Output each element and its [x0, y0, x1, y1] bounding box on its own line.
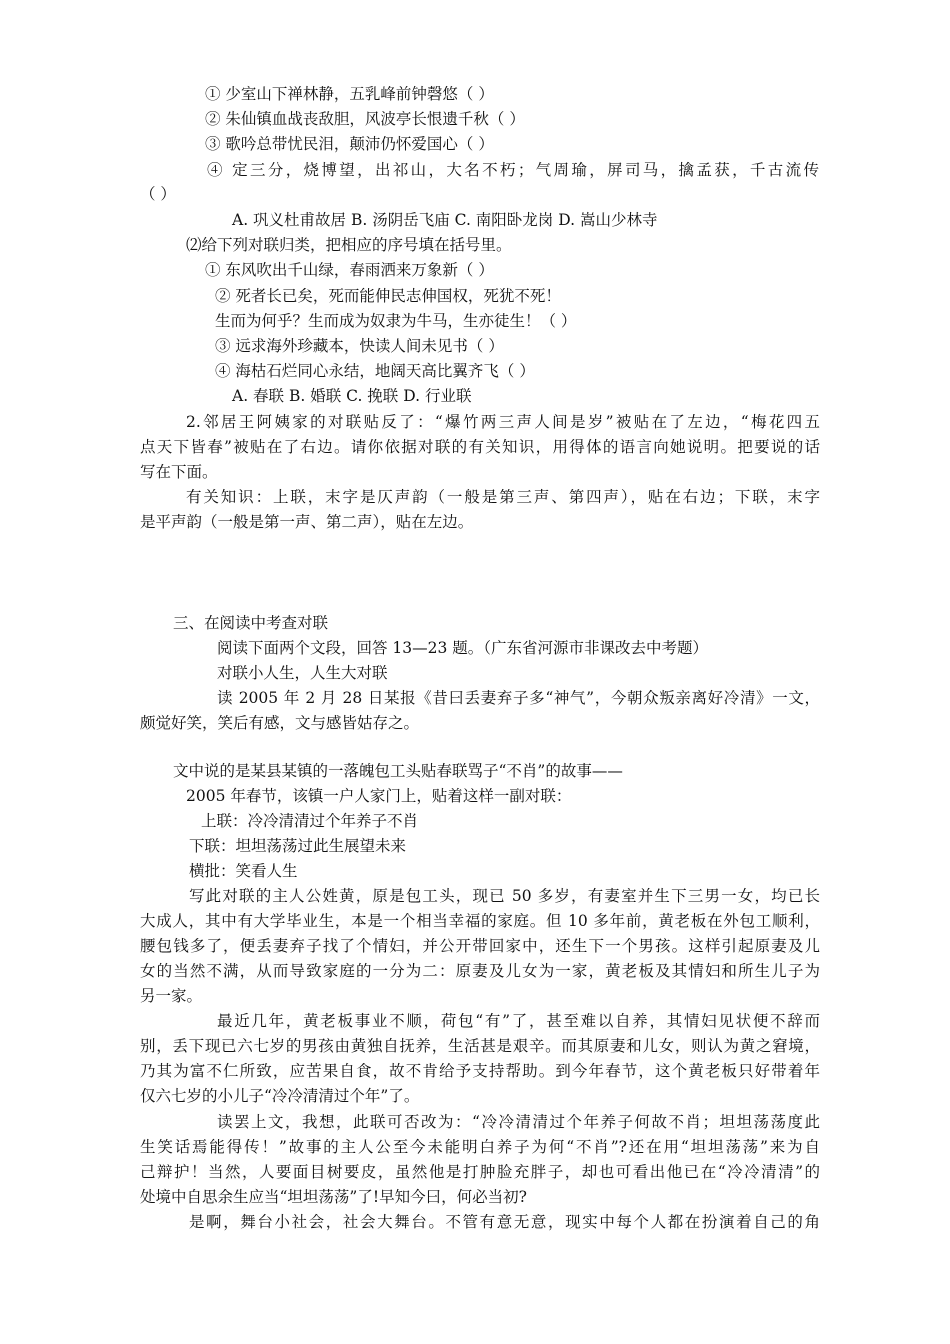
paragraph-3: 2005 年春节，该镇一户人家门上，贴着这样一副对联：	[186, 787, 572, 805]
classify-item-2a: ② 死者长已矣，死而能伸民志伸国权，死犹不死！	[215, 287, 561, 305]
couplet-place-item-1: ① 少室山下禅林静，五乳峰前钟磬悠（ ）	[205, 85, 494, 103]
paragraph-5-line-1: 最近几年，黄老板事业不顺，荷包“有”了，甚至难以自养，其情妇见状便不辞而	[217, 1012, 820, 1030]
couplet-place-item-2: ② 朱仙镇血战丧敌胆，风波亭长恨遗千秋（ ）	[205, 110, 525, 128]
question-2-line-1: 2.邻居王阿姨家的对联贴反了：“爆竹两三声人间是岁”被贴在了左边，“梅花四五	[186, 413, 820, 431]
horizontal-scroll: 横批：笑看人生	[189, 862, 298, 880]
couplet-place-item-4-blank: （ ）	[140, 185, 176, 203]
knowledge-line-2: 是平声韵（一般是第一声、第二声），贴在左边。	[140, 513, 474, 531]
paragraph-5-line-4: 仅六七岁的小儿子“冷冷清清过个年”了。	[140, 1087, 420, 1105]
classify-item-4: ④ 海枯石烂同心永结，地阔天高比翼齐飞（ ）	[215, 362, 535, 380]
couplet-place-item-3: ③ 歌吟总带忧民泪，颠沛仍怀爱国心（ ）	[205, 135, 494, 153]
classify-options: A. 春联 B. 婚联 C. 挽联 D. 行业联	[232, 387, 472, 405]
classify-item-2b: 生而为何乎？生而成为奴隶为牛马，生亦徒生！（ ）	[215, 312, 577, 330]
paragraph-1-line-1: 读 2005 年 2 月 28 日某报《昔曰丢妻弃子多“神气”，今朝众叛亲离好冷清》一文，	[217, 689, 820, 707]
upper-couplet: 上联：冷冷清清过个年养子不肖	[201, 812, 419, 830]
paragraph-4-line-2: 大成人，其中有大学毕业生，本是一个相当幸福的家庭。但 10 多年前，黄老板在外包工顺利，	[140, 912, 820, 930]
knowledge-line-1: 有关知识：上联，末字是仄声韵（一般是第三声、第四声），贴在右边；下联，末字	[186, 488, 820, 506]
classify-instruction: ⑵给下列对联归类，把相应的序号填在括号里。	[186, 236, 512, 254]
place-options: A. 巩义杜甫故居 B. 汤阴岳飞庙 C. 南阳卧龙岗 D. 嵩山少林寺	[232, 211, 658, 229]
paragraph-2: 文中说的是某县某镇的一落魄包工头贴春联骂子“不肖”的故事——	[173, 762, 623, 780]
paragraph-5-line-3: 乃其为富不仁所致，应苦果自食，故不肯给予支持帮助。到今年春节，这个黄老板只好带着年	[140, 1062, 820, 1080]
section-three-heading: 三、在阅读中考查对联	[173, 614, 329, 632]
paragraph-4-line-1: 写此对联的主人公姓黄，原是包工头，现已 50 多岁，有妻室并生下三男一女，均已长	[189, 887, 820, 905]
paragraph-4-line-4: 女的当然不满，从而导致家庭的一分为二：原妻及儿女为一家，黄老板及其情妇和所生儿子为	[140, 962, 820, 980]
paragraph-6-line-3: 己辩护！当然，人要面目树要皮，虽然他是打肿脸充胖子，却也可看出他已在“冷冷清清”的	[140, 1163, 820, 1181]
classify-item-1: ① 东风吹出千山绿，春雨洒来万象新（ ）	[205, 261, 494, 279]
paragraph-4-line-3: 腰包钱多了，便丢妻弃子找了个情妇，并公开带回家中，还生下一个男孩。这样引起原妻及儿	[140, 937, 820, 955]
paragraph-1-line-2: 颇觉好笑，笑后有感，文与感皆姑存之。	[140, 714, 420, 732]
article-title: 对联小人生，人生大对联	[217, 664, 388, 682]
reading-intro: 阅读下面两个文段，回答 13—23 题。（广东省河源市非课改去中考题）	[217, 639, 709, 657]
paragraph-6-line-1: 读罢上文，我想，此联可否改为：“冷冷清清过个年养子何故不肖；坦坦荡荡度此	[217, 1113, 820, 1131]
paragraph-6-line-2: 生笑话焉能得传！”故事的主人公至今未能明白养子为何“不肖”?还在用“坦坦荡荡”来为自	[140, 1138, 820, 1156]
question-2-line-2: 点天下皆春”被贴在了右边。请你依据对联的有关知识，用得体的语言向她说明。把要说的话	[140, 438, 820, 456]
question-2-line-3: 写在下面。	[140, 463, 218, 481]
paragraph-7-line-1: 是啊，舞台小社会，社会大舞台。不管有意无意，现实中每个人都在扮演着自己的角	[189, 1213, 820, 1231]
paragraph-4-line-5: 另一家。	[140, 987, 203, 1005]
classify-item-3: ③ 远求海外珍藏本，快读人间未见书（ ）	[215, 337, 504, 355]
couplet-place-item-4: ④ 定三分，烧博望，出祁山，大名不朽；气周瑜，屏司马，擒孟获，千古流传	[207, 161, 819, 179]
lower-couplet: 下联：坦坦荡荡过此生展望未来	[189, 837, 407, 855]
paragraph-5-line-2: 别，丢下现已六七岁的男孩由黄独自抚养，生活甚是艰辛。而其原妻和儿女，则认为黄之窘境，	[140, 1037, 820, 1055]
paragraph-6-line-4: 处境中自思余生应当“坦坦荡荡”了!早知今曰，何必当初?	[140, 1188, 527, 1206]
